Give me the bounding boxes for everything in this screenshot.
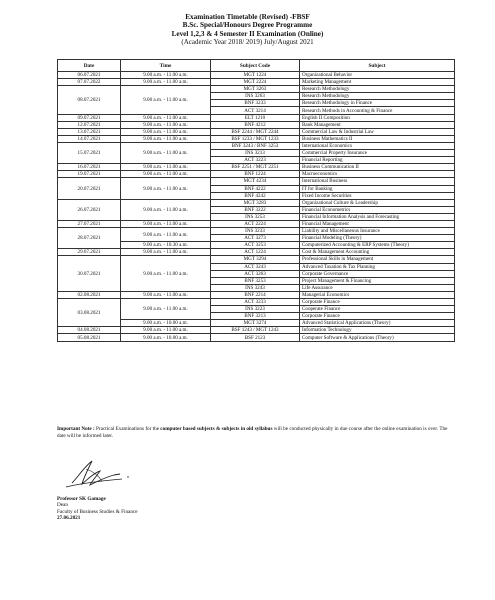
- table-row: [58, 220, 455, 227]
- cell-subject: Bank Management: [300, 121, 455, 128]
- table-row: [58, 299, 455, 306]
- cell-date: 16.07.2021: [58, 164, 121, 171]
- cell-code: ACT 3214: [211, 107, 300, 114]
- cell-time: 9.00 a.m. - 11.00 a.m.: [121, 121, 211, 128]
- note-lead: Important Note :: [57, 426, 95, 432]
- table-row: [58, 135, 455, 142]
- cell-time: 9.00 a.m. - 11.00 a.m.: [121, 72, 211, 79]
- cell-date: 19.07.2021: [58, 171, 121, 178]
- table-row: [58, 142, 455, 149]
- cell-subject: Managerial Economics: [300, 291, 455, 298]
- important-note: [57, 426, 457, 439]
- cell-date: 08.07.2021: [58, 86, 121, 114]
- table-row: [58, 164, 455, 171]
- cell-subject: Financial Information Analysis and Forecasting: [300, 213, 455, 220]
- cell-code: BSF 2244 / MGT 2244: [211, 128, 300, 135]
- cell-code: BNF 1224: [211, 171, 300, 178]
- cell-code: BNF 4212: [211, 121, 300, 128]
- cell-time: 9.00 a.m. - 11.00 a.m.: [121, 79, 211, 86]
- header-academic-year: (Academic Year 2018/ 2019) July/August 2021: [181, 38, 314, 47]
- cell-subject: Computer Software & Applications (Theory): [300, 334, 455, 341]
- cell-subject: Advanced Taxation & Tax Planning: [300, 263, 455, 270]
- cell-code: ACT 2224: [211, 220, 300, 227]
- cell-date: 06.07.2021: [58, 72, 121, 79]
- cell-code: BNF 4222: [211, 185, 300, 192]
- cell-subject: Business Communication II: [300, 164, 455, 171]
- cell-code: ACT 3243: [211, 263, 300, 270]
- cell-subject: Financial Reporting: [300, 157, 455, 164]
- cell-code: ACT 3253: [211, 242, 300, 249]
- cell-time: 9.00 a.m. - 11.00 a.m.: [121, 249, 211, 256]
- cell-subject: Commercial Law & Industrial Law: [300, 128, 455, 135]
- cell-subject: Research Methodology: [300, 86, 455, 93]
- cell-time: 9.00 a.m. - 11.00 a.m.: [121, 291, 211, 298]
- cell-code: MGT 1224: [211, 72, 300, 79]
- cell-subject: Computerized Accounting & ERP Systems (Theory): [300, 242, 455, 249]
- timetable: [57, 59, 455, 342]
- cell-code: MGT 3294: [211, 256, 300, 263]
- note-emphasis: computer based subjects & subjects in old syllabus: [160, 426, 273, 432]
- header-programme: B.Sc. Special/Honours Degree Programme: [182, 21, 313, 30]
- table-row: [58, 291, 455, 298]
- cell-date: 03.08.2021: [58, 299, 121, 327]
- column-header-subject: Subject: [300, 60, 455, 72]
- cell-code: BNF 4242: [211, 192, 300, 199]
- cell-time: 9.00 a.m. - 10.30 a.m.: [121, 242, 211, 249]
- column-header-subject-code: Subject Code: [211, 60, 300, 72]
- cell-subject: Liability and Miscellaneous Insurance: [300, 228, 455, 235]
- cell-subject: Professional Skills in Management: [300, 256, 455, 263]
- cell-code: INS 3213: [211, 150, 300, 157]
- table-row: [58, 327, 455, 334]
- cell-time: 9.00 a.m. - 11.00 a.m.: [121, 199, 211, 220]
- cell-subject: Cooperate Finance: [300, 306, 455, 313]
- cell-code: ELT 1210: [211, 114, 300, 121]
- cell-time: 9.00 a.m. - 10.00 a.m.: [121, 320, 211, 327]
- cell-time: 9.00 a.m. - 11.00 a.m.: [121, 114, 211, 121]
- cell-subject: Corporate Finance: [300, 313, 455, 320]
- cell-time: 9.00 a.m. - 11.00 a.m.: [121, 299, 211, 320]
- cell-code: INS 3233: [211, 228, 300, 235]
- table-row: [58, 114, 455, 121]
- cell-code: BSF 1233 / MGT 1233: [211, 135, 300, 142]
- cell-time: 9.00 a.m. - 11.00 a.m.: [121, 228, 211, 242]
- header-exam: Level 1,2,3 & 4 Semester II Examination (Online): [171, 29, 324, 38]
- cell-code: ACT 3263: [211, 270, 300, 277]
- table-header-row: [58, 60, 455, 72]
- document-header: [0, 13, 495, 47]
- cell-code: BSF 2251 / MGT 2251: [211, 164, 300, 171]
- cell-date: 13.07.2021: [58, 128, 121, 135]
- cell-code: BSF 2123: [211, 334, 300, 341]
- cell-code: MGT 3263: [211, 86, 300, 93]
- cell-code: INS 3253: [211, 213, 300, 220]
- cell-date: 14.07.2021: [58, 135, 121, 142]
- handwritten-signature: [62, 457, 142, 493]
- cell-code: MGT 3274: [211, 320, 300, 327]
- cell-subject: Organizational Behavior: [300, 72, 455, 79]
- cell-subject: Financial Management: [300, 220, 455, 227]
- table-row: [58, 121, 455, 128]
- note-text-part2: will be conducted physically in due course after the online examination is over. The date will be informed later.: [57, 426, 448, 439]
- cell-code: BNF 2214: [211, 291, 300, 298]
- table-row: [58, 249, 455, 256]
- cell-subject: Business Mathematics II: [300, 135, 455, 142]
- table-row: [58, 256, 455, 263]
- cell-time: 9.00 a.m. - 11.00 a.m.: [121, 164, 211, 171]
- cell-code: INS 3263: [211, 93, 300, 100]
- cell-time: 9.00 a.m. - 11.00 a.m.: [121, 142, 211, 163]
- cell-code: BNF 3243 / BNF 3253: [211, 142, 300, 149]
- cell-subject: International Business: [300, 178, 455, 185]
- cell-time: 9.00 a.m. - 11.00 a.m.: [121, 86, 211, 114]
- table-row: [58, 128, 455, 135]
- cell-subject: Corporate Governance: [300, 270, 455, 277]
- cell-date: 07.07.2022: [58, 79, 121, 86]
- cell-time: 9.00 a.m. - 11.00 a.m.: [121, 327, 211, 334]
- cell-subject: Research Methods in Accounting & Finance: [300, 107, 455, 114]
- cell-code: BSF 1243 / MGT 1243: [211, 327, 300, 334]
- cell-subject: Cost & Management Accounting: [300, 249, 455, 256]
- cell-subject: Organizational Culture & Leadership: [300, 199, 455, 206]
- cell-code: MGT 3283: [211, 199, 300, 206]
- cell-date: 12.07.2021: [58, 121, 121, 128]
- cell-date: 05.08.2021: [58, 334, 121, 341]
- cell-date: 28.07.2021: [58, 228, 121, 249]
- header-title: Examination Timetable (Revised) -FBSF: [185, 13, 310, 21]
- column-header-date: Date: [58, 60, 121, 72]
- cell-subject: Corporate Finance: [300, 299, 455, 306]
- cell-subject: International Economics: [300, 142, 455, 149]
- table-row: [58, 86, 455, 93]
- cell-subject: Advanced Statistical Applications (Theory): [300, 320, 455, 327]
- signatory-block: [57, 496, 138, 522]
- cell-code: BNF 3253: [211, 277, 300, 284]
- cell-date: 30.07.2021: [58, 256, 121, 291]
- signatory-faculty: Faculty of Business Studies & Finance: [57, 508, 138, 515]
- column-header-time: Time: [121, 60, 211, 72]
- cell-code: ACT 3223: [211, 157, 300, 164]
- cell-subject: Financial Econometrics: [300, 206, 455, 213]
- cell-date: 20.07.2021: [58, 178, 121, 199]
- cell-time: 9.00 a.m. - 11.00 a.m.: [121, 178, 211, 199]
- note-text-part1: Practical Examinations for the: [96, 426, 159, 432]
- cell-time: 9.00 a.m. - 11.00 a.m.: [121, 135, 211, 142]
- cell-date: 15.07.2021: [58, 142, 121, 163]
- cell-code: ACT 3233: [211, 299, 300, 306]
- cell-code: ACT 1224: [211, 249, 300, 256]
- cell-date: 26.07.2021: [58, 199, 121, 220]
- cell-date: 29.07.2021: [58, 249, 121, 256]
- table-row: [58, 228, 455, 235]
- cell-subject: Research Methodology: [300, 93, 455, 100]
- signatory-title: Dean: [57, 502, 68, 509]
- cell-subject: Fixed Income Securities: [300, 192, 455, 199]
- table-row: [58, 79, 455, 86]
- cell-code: ACT 3273: [211, 235, 300, 242]
- cell-subject: Information Technology: [300, 327, 455, 334]
- cell-subject: Research Methodology in Finance: [300, 100, 455, 107]
- cell-subject: Marketing Management: [300, 79, 455, 86]
- cell-time: 9.00 a.m. - 11.00 a.m.: [121, 128, 211, 135]
- signatory-name: Professor SK Gamage: [57, 496, 106, 502]
- table-row: [58, 178, 455, 185]
- cell-subject: English II Composition: [300, 114, 455, 121]
- cell-code: INS 3243: [211, 284, 300, 291]
- cell-date: 02.08.2021: [58, 291, 121, 298]
- cell-date: 27.07.2021: [58, 220, 121, 227]
- cell-time: 9.00 a.m. - 10.00 a.m.: [121, 334, 211, 341]
- signatory-date: 27.06.2021: [57, 515, 81, 522]
- cell-code: BNF 3233: [211, 100, 300, 107]
- cell-time: 9.00 a.m. - 11.00 a.m.: [121, 171, 211, 178]
- cell-time: 9.00 a.m. - 11.00 a.m.: [121, 256, 211, 291]
- cell-subject: Macroeconomics: [300, 171, 455, 178]
- cell-time: 9.00 a.m. - 11.00 a.m.: [121, 220, 211, 227]
- table-row: [58, 334, 455, 341]
- cell-subject: IT for Banking: [300, 185, 455, 192]
- cell-code: BNF 3222: [211, 206, 300, 213]
- table-row: [58, 199, 455, 206]
- cell-code: MGT 2224: [211, 79, 300, 86]
- cell-subject: Life Assurance: [300, 284, 455, 291]
- table-row: [58, 171, 455, 178]
- table-row: [58, 72, 455, 79]
- cell-subject: Commercial Property Insurance: [300, 150, 455, 157]
- cell-subject: Project Management & Financing: [300, 277, 455, 284]
- cell-date: 09.07.2021: [58, 114, 121, 121]
- cell-date: 04.08.2021: [58, 327, 121, 334]
- cell-subject: Financial Modeling (Theory): [300, 235, 455, 242]
- cell-code: BNF 3213: [211, 313, 300, 320]
- cell-code: INS 3223: [211, 306, 300, 313]
- cell-code: MGT 4234: [211, 178, 300, 185]
